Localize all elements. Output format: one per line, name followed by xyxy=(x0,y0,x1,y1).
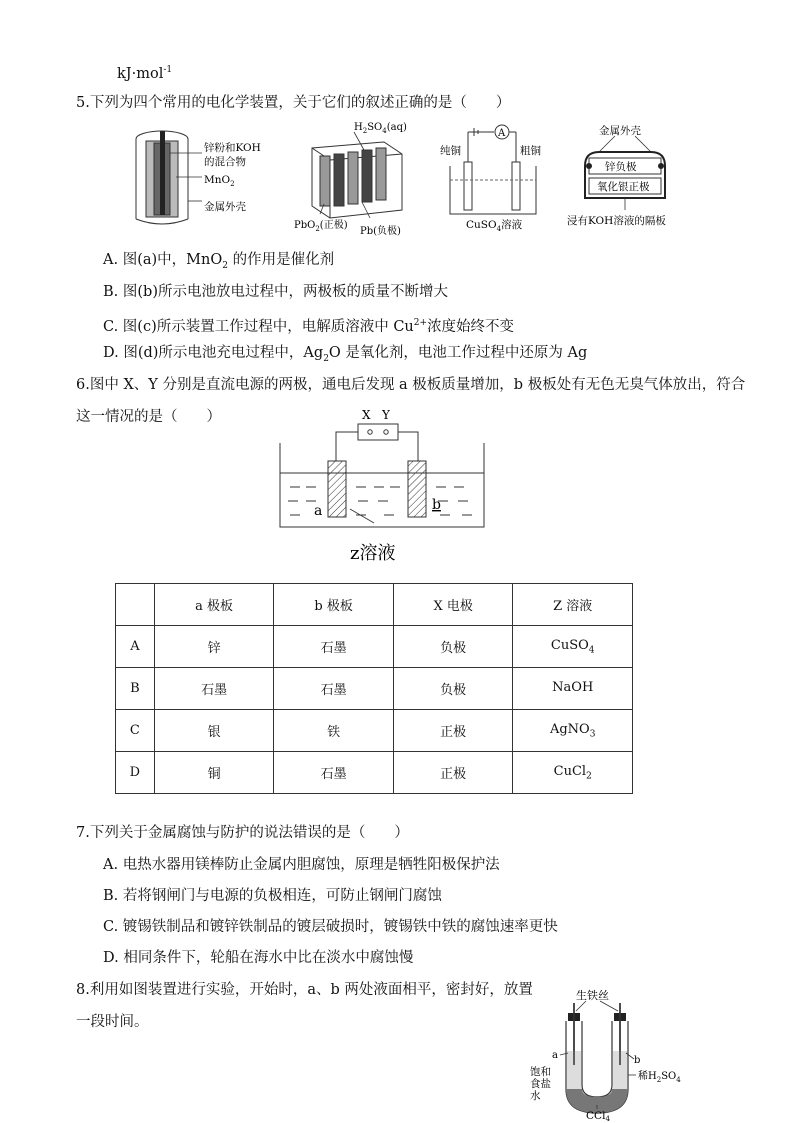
cell-z-solution: AgNO$_3$ xyxy=(513,710,633,752)
table-header-cell: X 电极 xyxy=(393,584,513,626)
fig-c-bottom-label: CuSO$_4$溶液 xyxy=(466,219,523,233)
table-header-cell: b 极板 xyxy=(274,584,394,626)
q7-option-b[interactable]: B. 若将钢闸门与电源的负极相连，可防止钢闸门腐蚀 xyxy=(103,888,442,904)
cell-z-solution: NaOH xyxy=(513,668,633,710)
fig-a-label-3: MnO$_2$ xyxy=(204,174,235,188)
table-header-cell: a 极板 xyxy=(154,584,274,626)
q7-option-d[interactable]: D. 相同条件下，轮船在海水中比在淡水中腐蚀慢 xyxy=(103,950,414,966)
fig6-b-label: b xyxy=(432,497,441,513)
row-key: A xyxy=(116,626,155,668)
cell-a-plate: 石墨 xyxy=(154,668,274,710)
figure-b-lead-acid xyxy=(292,118,422,240)
cell-x-electrode: 正极 xyxy=(393,710,513,752)
question-8-stem-line-1: 8.利用如图装置进行实验，开始时，a、b 两处液面相平，密封好，放置 xyxy=(76,982,533,998)
q5-option-d[interactable]: D. 图(d)所示电池充电过程中，$Ag_2O$ 是氧化剂，电池工作过程中还原为 Ag xyxy=(103,345,588,364)
figure-c-copper-refining xyxy=(440,122,560,234)
fig6-x-label: X xyxy=(362,408,371,422)
fig-b-left-label: PbO$_2$(正极) xyxy=(294,220,348,233)
cell-x-electrode: 负极 xyxy=(393,626,513,668)
cell-x-electrode: 负极 xyxy=(393,668,513,710)
question-6-stem-line-1: 6.图中 X、Y 分别是直流电源的两极，通电后发现 a 极板质量增加，b 极板处有无色无臭气体放出，符合 xyxy=(76,377,746,393)
question-6-stem-line-2: 这一情况的是（ ） xyxy=(76,409,221,425)
cell-z-solution: CuCl$_2$ xyxy=(513,752,633,794)
fig-a-label-4: 金属外壳 xyxy=(204,201,246,213)
table-row[interactable] xyxy=(116,668,633,710)
fig-d-mid-label-2: 氧化银正极 xyxy=(597,181,650,193)
fig-c-left-label: 纯铜 xyxy=(440,145,461,157)
table-header-cell: Z 溶液 xyxy=(513,584,633,626)
cell-a-plate: 铜 xyxy=(154,752,274,794)
cell-b-plate: 石墨 xyxy=(274,752,394,794)
fig-c-right-label: 粗铜 xyxy=(520,145,541,157)
fig-d-top-label: 金属外壳 xyxy=(599,125,641,137)
fig8-a-label: a xyxy=(552,1050,558,1061)
q7-option-c[interactable]: C. 镀锡铁制品和镀锌铁制品的镀层破损时，镀锡铁中铁的腐蚀速率更快 xyxy=(103,919,558,935)
cell-a-plate: 银 xyxy=(154,710,274,752)
fig-a-label-2: 的混合物 xyxy=(204,156,246,168)
fig-c-ammeter: A xyxy=(498,128,506,139)
table-row[interactable] xyxy=(116,710,633,752)
fig-b-top-label: $H_2SO_4(aq)$ xyxy=(354,122,407,135)
fig-b-right-label: Pb(负极) xyxy=(360,226,401,237)
fig8-left-label-3: 水 xyxy=(530,1090,541,1102)
question-7-stem: 7.下列关于金属腐蚀与防护的说法错误的是（ ） xyxy=(76,825,409,841)
fig8-bottom-label: CCl4 xyxy=(586,1110,610,1121)
fig8-left-label-1: 饱和 xyxy=(530,1066,551,1078)
q6-answer-table xyxy=(115,583,633,794)
cell-a-plate: 锌 xyxy=(154,626,274,668)
row-key: B xyxy=(116,668,155,710)
q5-option-a[interactable]: A. 图(a)中，MnO$_2$ 的作用是催化剂 xyxy=(103,252,335,271)
table-header-row xyxy=(116,584,633,626)
fig8-right-label: 稀$H_2SO_4$ xyxy=(638,1071,681,1084)
cell-x-electrode: 正极 xyxy=(393,752,513,794)
row-key: D xyxy=(116,752,155,794)
question-5-stem: 5.下列为四个常用的电化学装置，关于它们的叙述正确的是（ ） xyxy=(76,95,511,111)
figure-a-dry-cell xyxy=(130,125,270,230)
cell-b-plate: 石墨 xyxy=(274,626,394,668)
figure-d-button-cell xyxy=(565,122,690,230)
q5-option-b[interactable]: B. 图(b)所示电池放电过程中，两极板的质量不断增大 xyxy=(103,284,448,300)
fig-d-bottom-label: 浸有KOH溶液的隔板 xyxy=(567,215,666,227)
fig6-y-label: Y xyxy=(382,408,390,422)
fig8-top-label: 生铁丝 xyxy=(576,989,609,1002)
fig8-b-label: b xyxy=(634,1055,641,1066)
cell-b-plate: 石墨 xyxy=(274,668,394,710)
fig8-left-label-2: 食盐 xyxy=(530,1078,551,1090)
top-unit: kJ·mol$^{-1}$ xyxy=(117,65,173,82)
figure-8-u-tube xyxy=(528,985,698,1121)
question-8-stem-line-2: 一段时间。 xyxy=(76,1014,149,1030)
fig-a-label-1: 锌粉和KOH xyxy=(204,142,261,154)
q5-option-c[interactable]: C. 图(c)所示装置工作过程中，电解质溶液中 $Cu^{2+}$浓度始终不变 xyxy=(103,318,515,335)
fig-d-mid-label-1: 锌负极 xyxy=(605,161,637,173)
cell-z-solution: CuSO$_4$ xyxy=(513,626,633,668)
cell-b-plate: 铁 xyxy=(274,710,394,752)
fig6-solution-label: z溶液 xyxy=(350,543,396,564)
figure-6-electrolysis-cell xyxy=(278,405,488,565)
q7-option-a[interactable]: A. 电热水器用镁棒防止金属内胆腐蚀，原理是牺牲阳极保护法 xyxy=(103,857,500,873)
row-key: C xyxy=(116,710,155,752)
table-row[interactable] xyxy=(116,626,633,668)
fig6-a-label: a xyxy=(314,503,323,519)
table-header-cell xyxy=(116,584,155,626)
table-row[interactable] xyxy=(116,752,633,794)
